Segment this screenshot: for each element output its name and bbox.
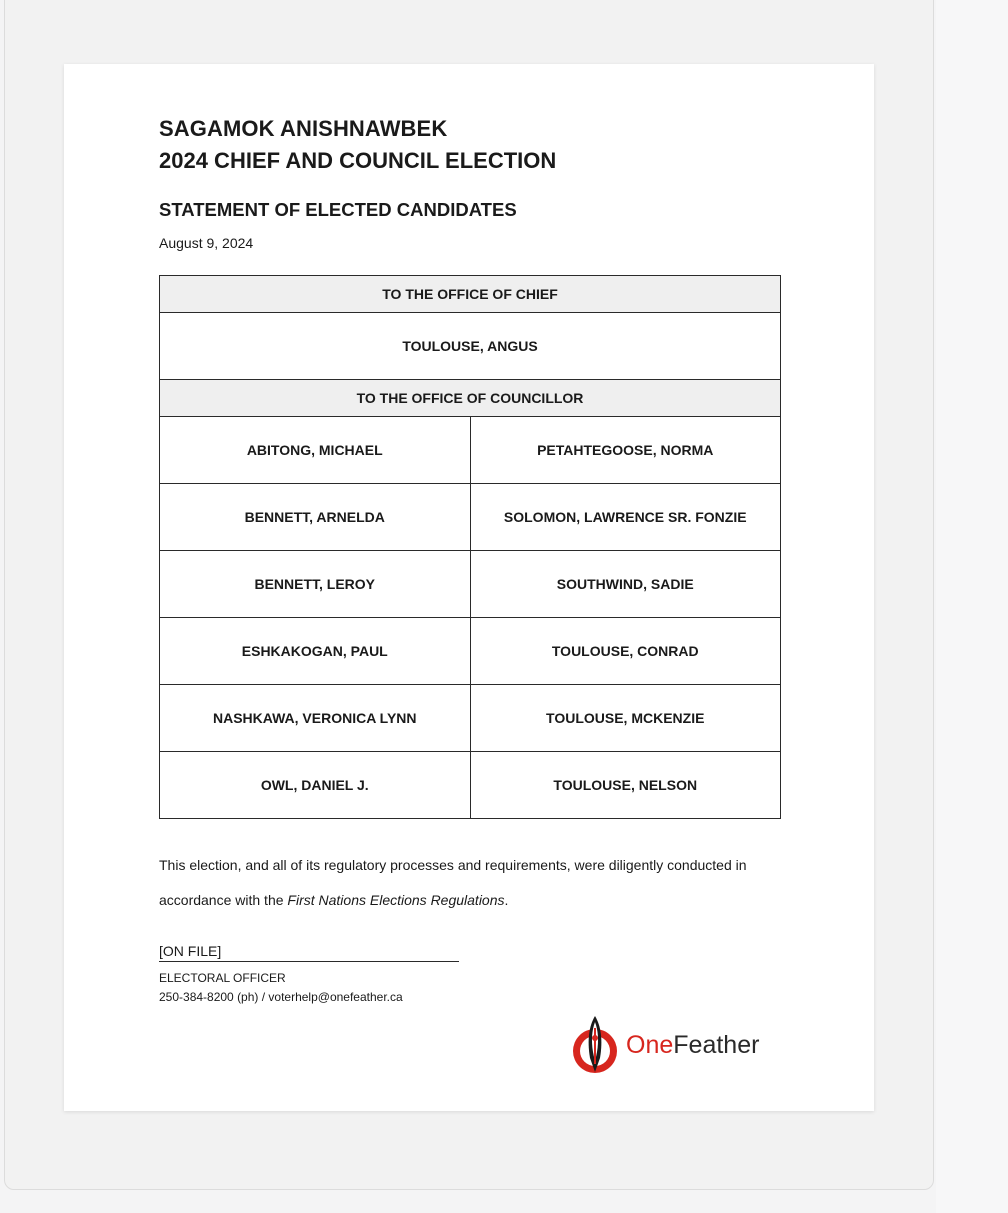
chief-row [160,313,781,380]
feather-circle-icon [570,1014,620,1076]
councillor-name: TOULOUSE, CONRAD [470,618,781,685]
regulation-name: First Nations Elections Regulations [287,892,505,908]
organization-title: SAGAMOK ANISHNAWBEK [159,116,448,141]
elected-candidates-table [159,275,781,819]
chief-name: TOULOUSE, ANGUS [160,313,781,380]
viewer-right-gutter [936,0,1008,1213]
signatory-title: ELECTORAL OFFICER [159,971,286,985]
statement-date: August 9, 2024 [159,235,254,251]
councillor-name: NASHKAWA, VERONICA LYNN [160,685,471,752]
councillor-name: SOLOMON, LAWRENCE SR. FONZIE [470,484,781,551]
councillor-name: OWL, DANIEL J. [160,752,471,819]
councillor-name: BENNETT, ARNELDA [160,484,471,551]
logo-wordmark: OneFeather [626,1030,760,1059]
election-title: 2024 CHIEF AND COUNCIL ELECTION [159,148,557,173]
councillor-header: TO THE OFFICE OF COUNCILLOR [160,380,781,417]
councillor-name: SOUTHWIND, SADIE [470,551,781,618]
councillor-header-row [160,380,781,417]
councillor-name: PETAHTEGOOSE, NORMA [470,417,781,484]
table-row [160,484,781,551]
compliance-statement [159,848,799,918]
table-row [160,685,781,752]
chief-header-row [160,276,781,313]
chief-header: TO THE OFFICE OF CHIEF [160,276,781,313]
signature-line: [ON FILE] [159,943,459,962]
table-row [160,551,781,618]
councillor-name: BENNETT, LEROY [160,551,471,618]
statement-text-end: . [504,892,509,908]
document-page [64,64,874,1111]
signatory-contact: 250-384-8200 (ph) / voterhelp@onefeather.ca [159,990,403,1004]
table-row [160,752,781,819]
onefeather-logo [570,1014,759,1076]
table-row [160,417,781,484]
councillor-name: TOULOUSE, NELSON [470,752,781,819]
statement-text-start: This election, and all of its regulatory processes and requirements, were diligently conducted in accordance with the [159,857,747,908]
table-row [160,618,781,685]
statement-title: STATEMENT OF ELECTED CANDIDATES [159,199,517,220]
councillor-name: ABITONG, MICHAEL [160,417,471,484]
councillor-name: TOULOUSE, MCKENZIE [470,685,781,752]
councillor-name: ESHKAKOGAN, PAUL [160,618,471,685]
